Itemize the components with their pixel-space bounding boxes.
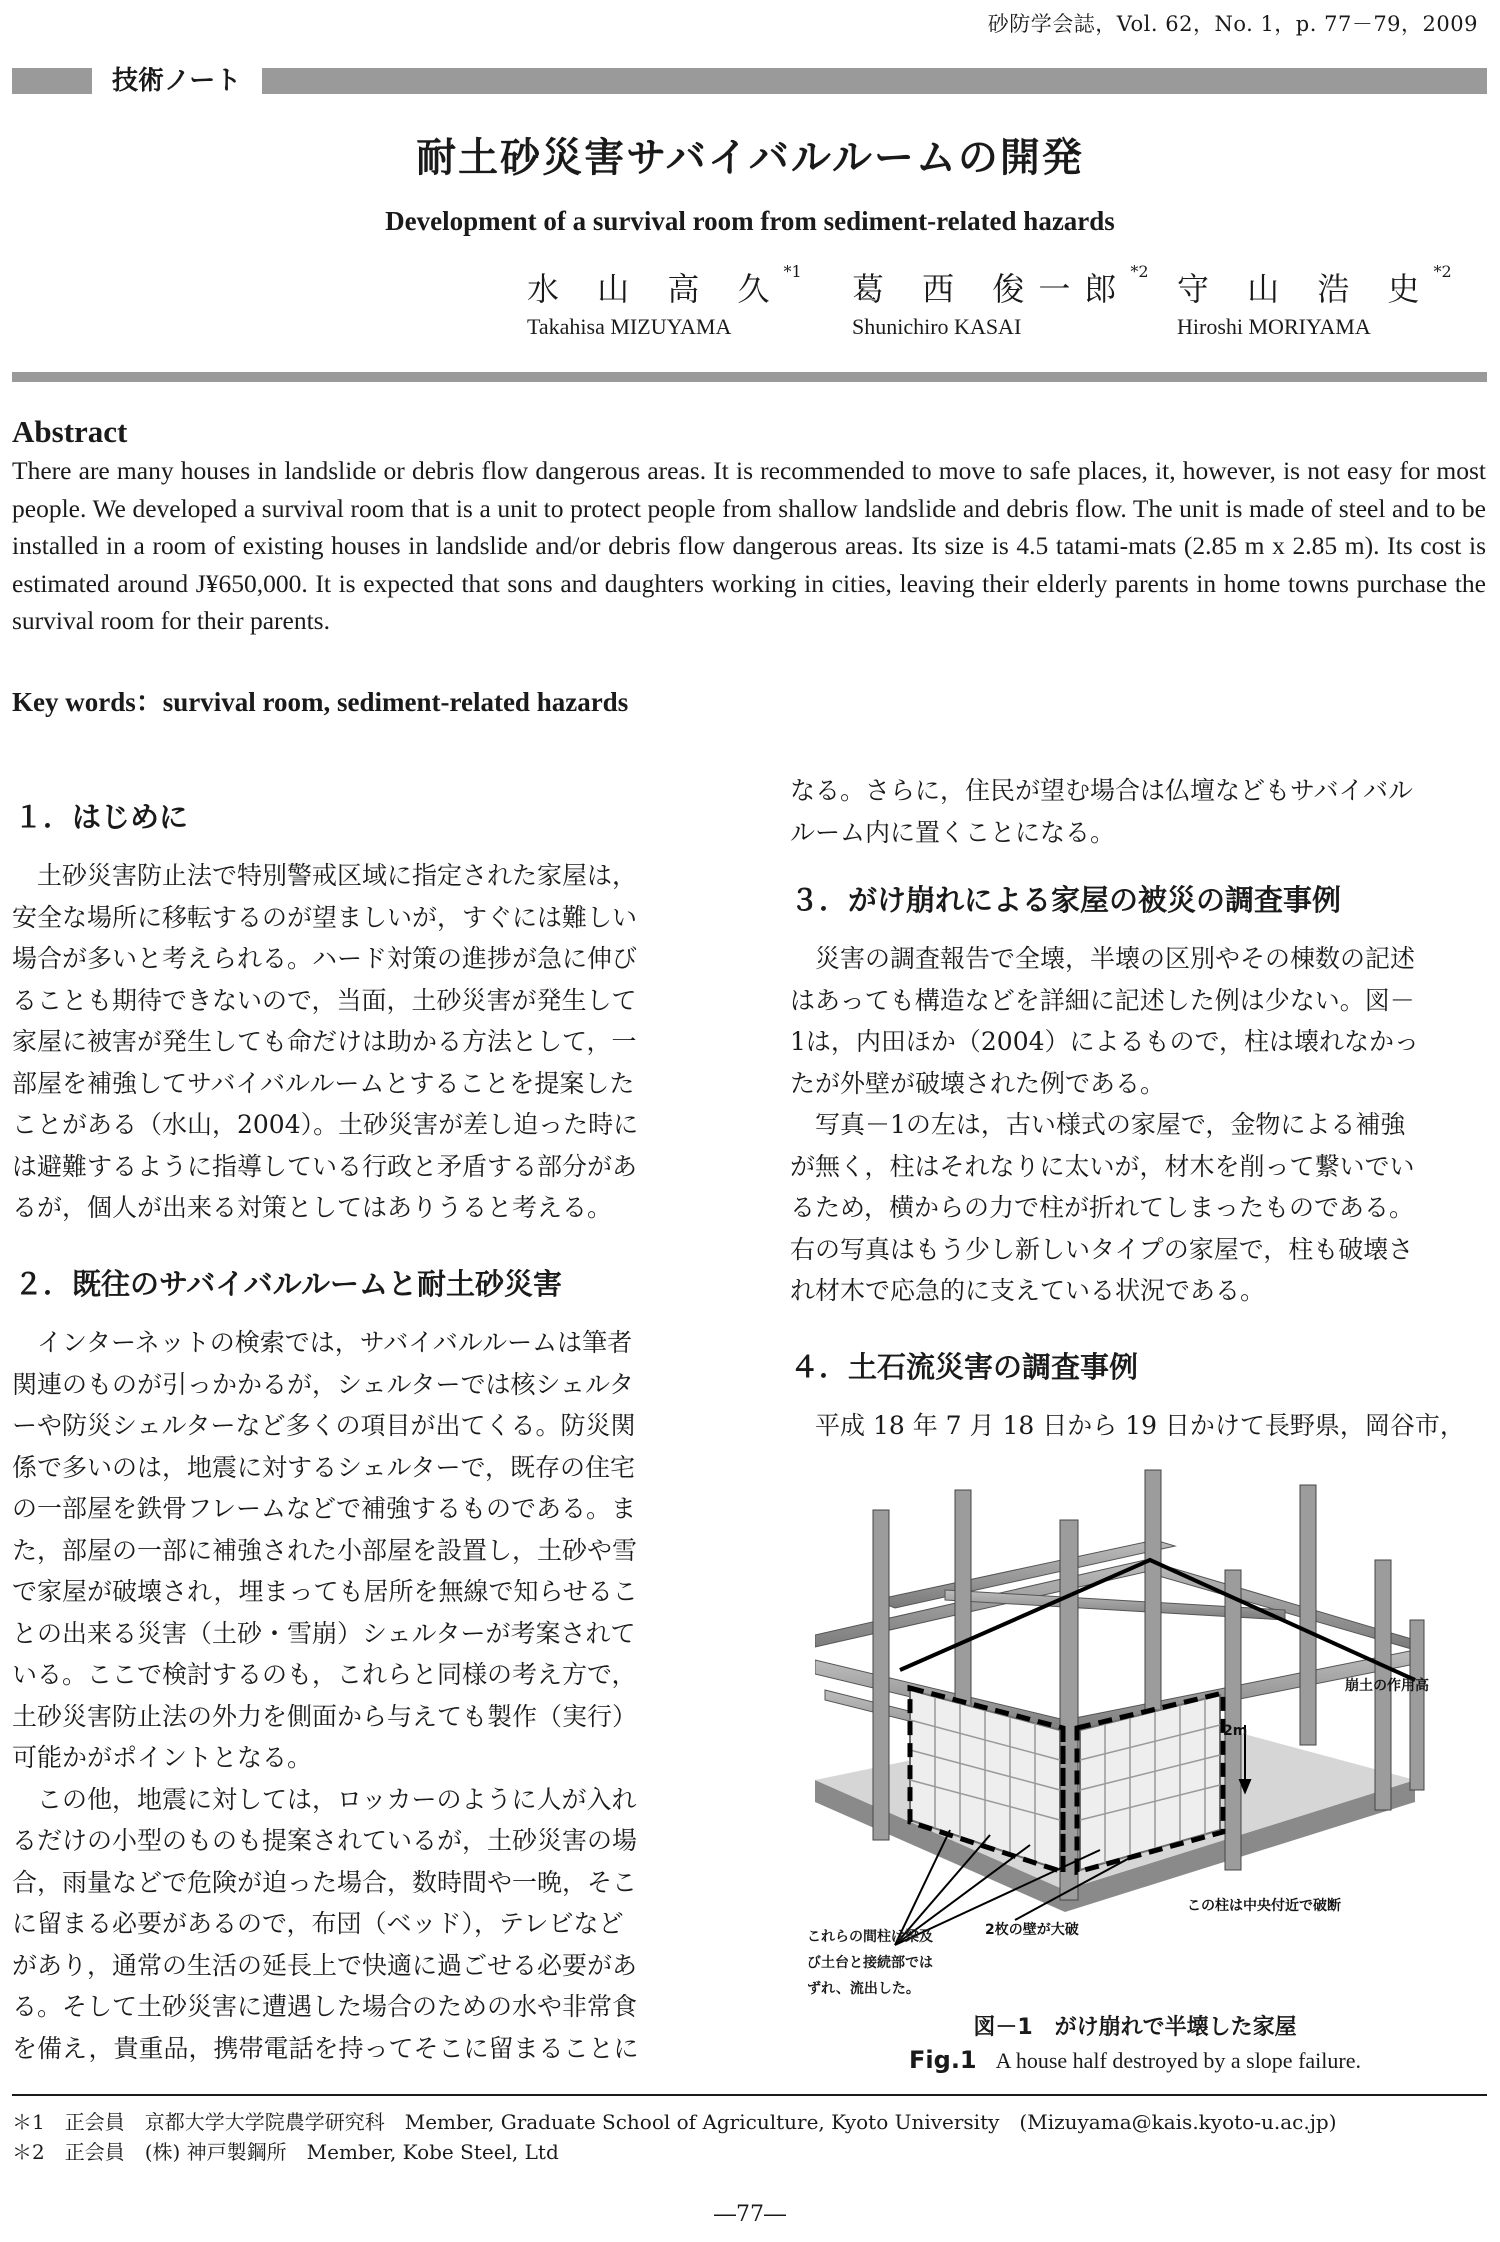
page-number: ―77― [714,2202,786,2227]
text-line: インターネットの検索では，サバイバルルームは筆者 [12,1328,633,1357]
pillars-annotation-line-2: び土台と接続部では [807,1955,933,1971]
house-damage-illustration [815,1450,1455,1972]
text-line: の一部屋を鉄骨フレームなどで補強するものである。ま [12,1494,637,1523]
author-2-en: Shunichiro KASAI [852,314,1022,339]
text-line: 合，雨量などで危険が迫った場合，数時間や一晩，そこ [12,1867,638,1897]
text-line: るが，個人が出来る対策としてはありうると考える。 [12,1193,613,1222]
section-1-body [12,855,638,1229]
wall-break-label: 2枚の壁が大破 [985,1922,1079,1938]
text-line: 1は，内田ほか（2004）によるもので，柱は壊れなかっ [790,1027,1420,1056]
text-line: で家屋が破壊され，埋まっても居所を無線で知らせるこ [12,1577,638,1606]
author-3-mark: *2 [1433,262,1452,281]
text-line: るだけの小型のものも提案されているが，土砂災害の場 [12,1826,638,1855]
author-3-jp [1177,264,1452,310]
section-4-heading: ４．土石流災害の調査事例 [790,1350,1139,1384]
text-line: 係で多いのは，地震に対するシェルターで，既存の住宅 [12,1452,636,1482]
author-1-name: 水 山 高 久 [527,270,784,308]
text-line: 右の写真はもう少し新しいタイプの家屋で，柱も破壊さ [790,1234,1414,1264]
keywords: Key words：survival room, sediment-related hazards [12,687,629,717]
text-line: 土砂災害防止法で特別警戒区域に指定された家屋は， [12,861,638,890]
text-line: 家屋に被害が発生しても命だけは助かる方法として，一 [12,1027,637,1056]
section-bar [12,64,1487,98]
text-line: 平成 18 年 7 月 18 日から 19 日かけて長野県，岡谷市， [815,1411,1465,1440]
author-3-name: 守 山 浩 史 [1177,270,1434,308]
section-bar-right [262,68,1487,94]
text-line: ことがある（水山，2004）。土砂災害が差し迫った時に [12,1110,639,1139]
abstract-text: There are many houses in landslide or debris flow dangerous areas. It is recommended to move to safe places, it, however, is not easy for most people. We developed a survival room that is a unit to protect people from shallow landslide and debris flow. The unit is made of steel and to be installed in a room of existing houses in landslide and/or debris flow dangerous areas. Its size is 4.5 tatami-mats (2.85 m x 2.85 m). Its cost is estimated around J¥650,000. It is expected that sons and daughters working in cities, leaving their elderly parents in home towns purchase the survival room for their parents. [12,456,1486,635]
pillars-annotation-line-1: これらの間柱は梁及 [807,1929,933,1945]
text-line: ることも期待できないので，当面，土砂災害が発生して [12,985,637,1015]
text-line: る。そして土砂災害に遭遇した場合のための水や非常食 [12,1992,638,2021]
text-line: を備え，貴重品，携帯電話を持ってそこに留まることに [12,2033,639,2063]
abstract-heading: Abstract [12,414,128,449]
section-1-heading: １．はじめに [14,800,189,834]
text-line: た，部屋の一部に補強された小部屋を設置し，土砂や雪 [12,1535,638,1565]
text-line: 可能かがポイントとなる。 [12,1743,313,1772]
text-line: ーや防災シェルターなど多くの項目が出てくる。防災関 [12,1411,636,1440]
figure-1 [815,1450,1455,1972]
text-line: が無く，柱はそれなりに太いが，材木を削って繋いでい [790,1151,1415,1181]
text-line: 写真－1の左は，古い様式の家屋で，金物による補強 [790,1110,1406,1139]
text-line: 土砂災害防止法の外力を側面から与えても製作（実行） [12,1701,638,1731]
text-line: 安全な場所に移転するのが望ましいが，すぐには難しい [12,902,638,932]
text-line: ルーム内に置くことになる。 [790,817,1116,847]
author-3-en: Hiroshi MORIYAMA [1177,314,1371,339]
pillars-annotation-line-3: ずれ、流出した。 [807,1981,920,1997]
paper-subtitle: Development of a survival room from sediment-related hazards [385,206,1115,236]
text-line: との出来る災害（土砂・雪崩）シェルターが考案されて [12,1618,636,1648]
soil-height-label: 崩土の作用高 [1345,1678,1429,1694]
text-line: たが外壁が破壊された例である。 [790,1068,1166,1098]
text-line: に留まる必要があるので，布団（ベッド），テレビなど [12,1909,624,1938]
section-2-heading: ２．既往のサバイバルルームと耐土砂災害 [14,1267,562,1301]
paper-title: 耐土砂災害サバイバルルームの開発 [416,135,1084,181]
figure-caption-en [815,2046,1455,2074]
text-line: は避難するように指導している行政と矛盾する部分があ [12,1151,638,1181]
text-line: るため，横からの力で柱が折れてしまったものである。 [790,1193,1415,1222]
pillar-break-label: この柱は中央付近で破断 [1187,1898,1341,1914]
text-line: 部屋を補強してサバイバルルームとすることを提案した [12,1068,635,1098]
section-bar-left [12,68,92,94]
section-3-heading: ３．がけ崩れによる家屋の被災の調査事例 [790,883,1342,917]
footnote-2: ＊2 正会員 (株) 神戸製鋼所 Member, Kobe Steel, Ltd [12,2140,559,2164]
text-line: 場合が多いと考えられる。ハード対策の進捗が急に伸び [12,944,638,973]
author-2-mark: *2 [1130,262,1149,281]
header-rule [12,372,1487,382]
section-3-body [790,938,1419,1312]
author-2-jp [852,264,1149,310]
text-line: れ材木で応急的に支えている状況である。 [790,1276,1266,1305]
text-line: なる。さらに，住民が望む場合は仏壇などもサバイバル [790,776,1414,805]
text-line: いる。ここで検討するのも，これらと同様の考え方で， [12,1660,637,1689]
author-1-en: Takahisa MIZUYAMA [527,314,732,339]
journal-reference: 砂防学会誌，Vol. 62，No. 1，p. 77－79，2009 [987,12,1478,36]
pillars-annotation [807,1924,933,2002]
author-1-mark: *1 [783,262,802,281]
figure-caption-label: Fig.1 [909,2046,977,2074]
section-label: 技術ノート [104,64,249,98]
text-line: 災害の調査報告で全壊，半壊の区別やその棟数の記述 [790,944,1416,973]
height-2m-label: 2m [1223,1723,1248,1739]
author-2-name: 葛 西 俊一郎 [852,270,1131,308]
author-1-jp [527,264,802,310]
text-line: この他，地震に対しては，ロッカーのように人が入れ [12,1784,637,1814]
footnote-1: ＊1 正会員 京都大学大学院農学研究科 Member, Graduate School of Agriculture, Kyoto University (Mizuyama@kais.kyoto-u.ac.jp) [12,2110,1337,2134]
section-2-continued [790,770,1413,853]
footnote-rule [12,2094,1487,2096]
section-2-body [12,1322,639,2069]
section-4-body [815,1405,1465,1447]
text-line: があり，通常の生活の延長上で快適に過ごせる必要があ [12,1950,638,1980]
figure-caption-text: A house half destroyed by a slope failure. [995,2048,1361,2073]
text-line: はあっても構造などを詳細に記述した例は少ない。図－ [790,985,1415,1015]
text-line: 関連のものが引っかかるが，シェルターでは核シェルタ [12,1369,635,1399]
figure-caption-jp: 図－1 がけ崩れで半壊した家屋 [973,2015,1297,2040]
